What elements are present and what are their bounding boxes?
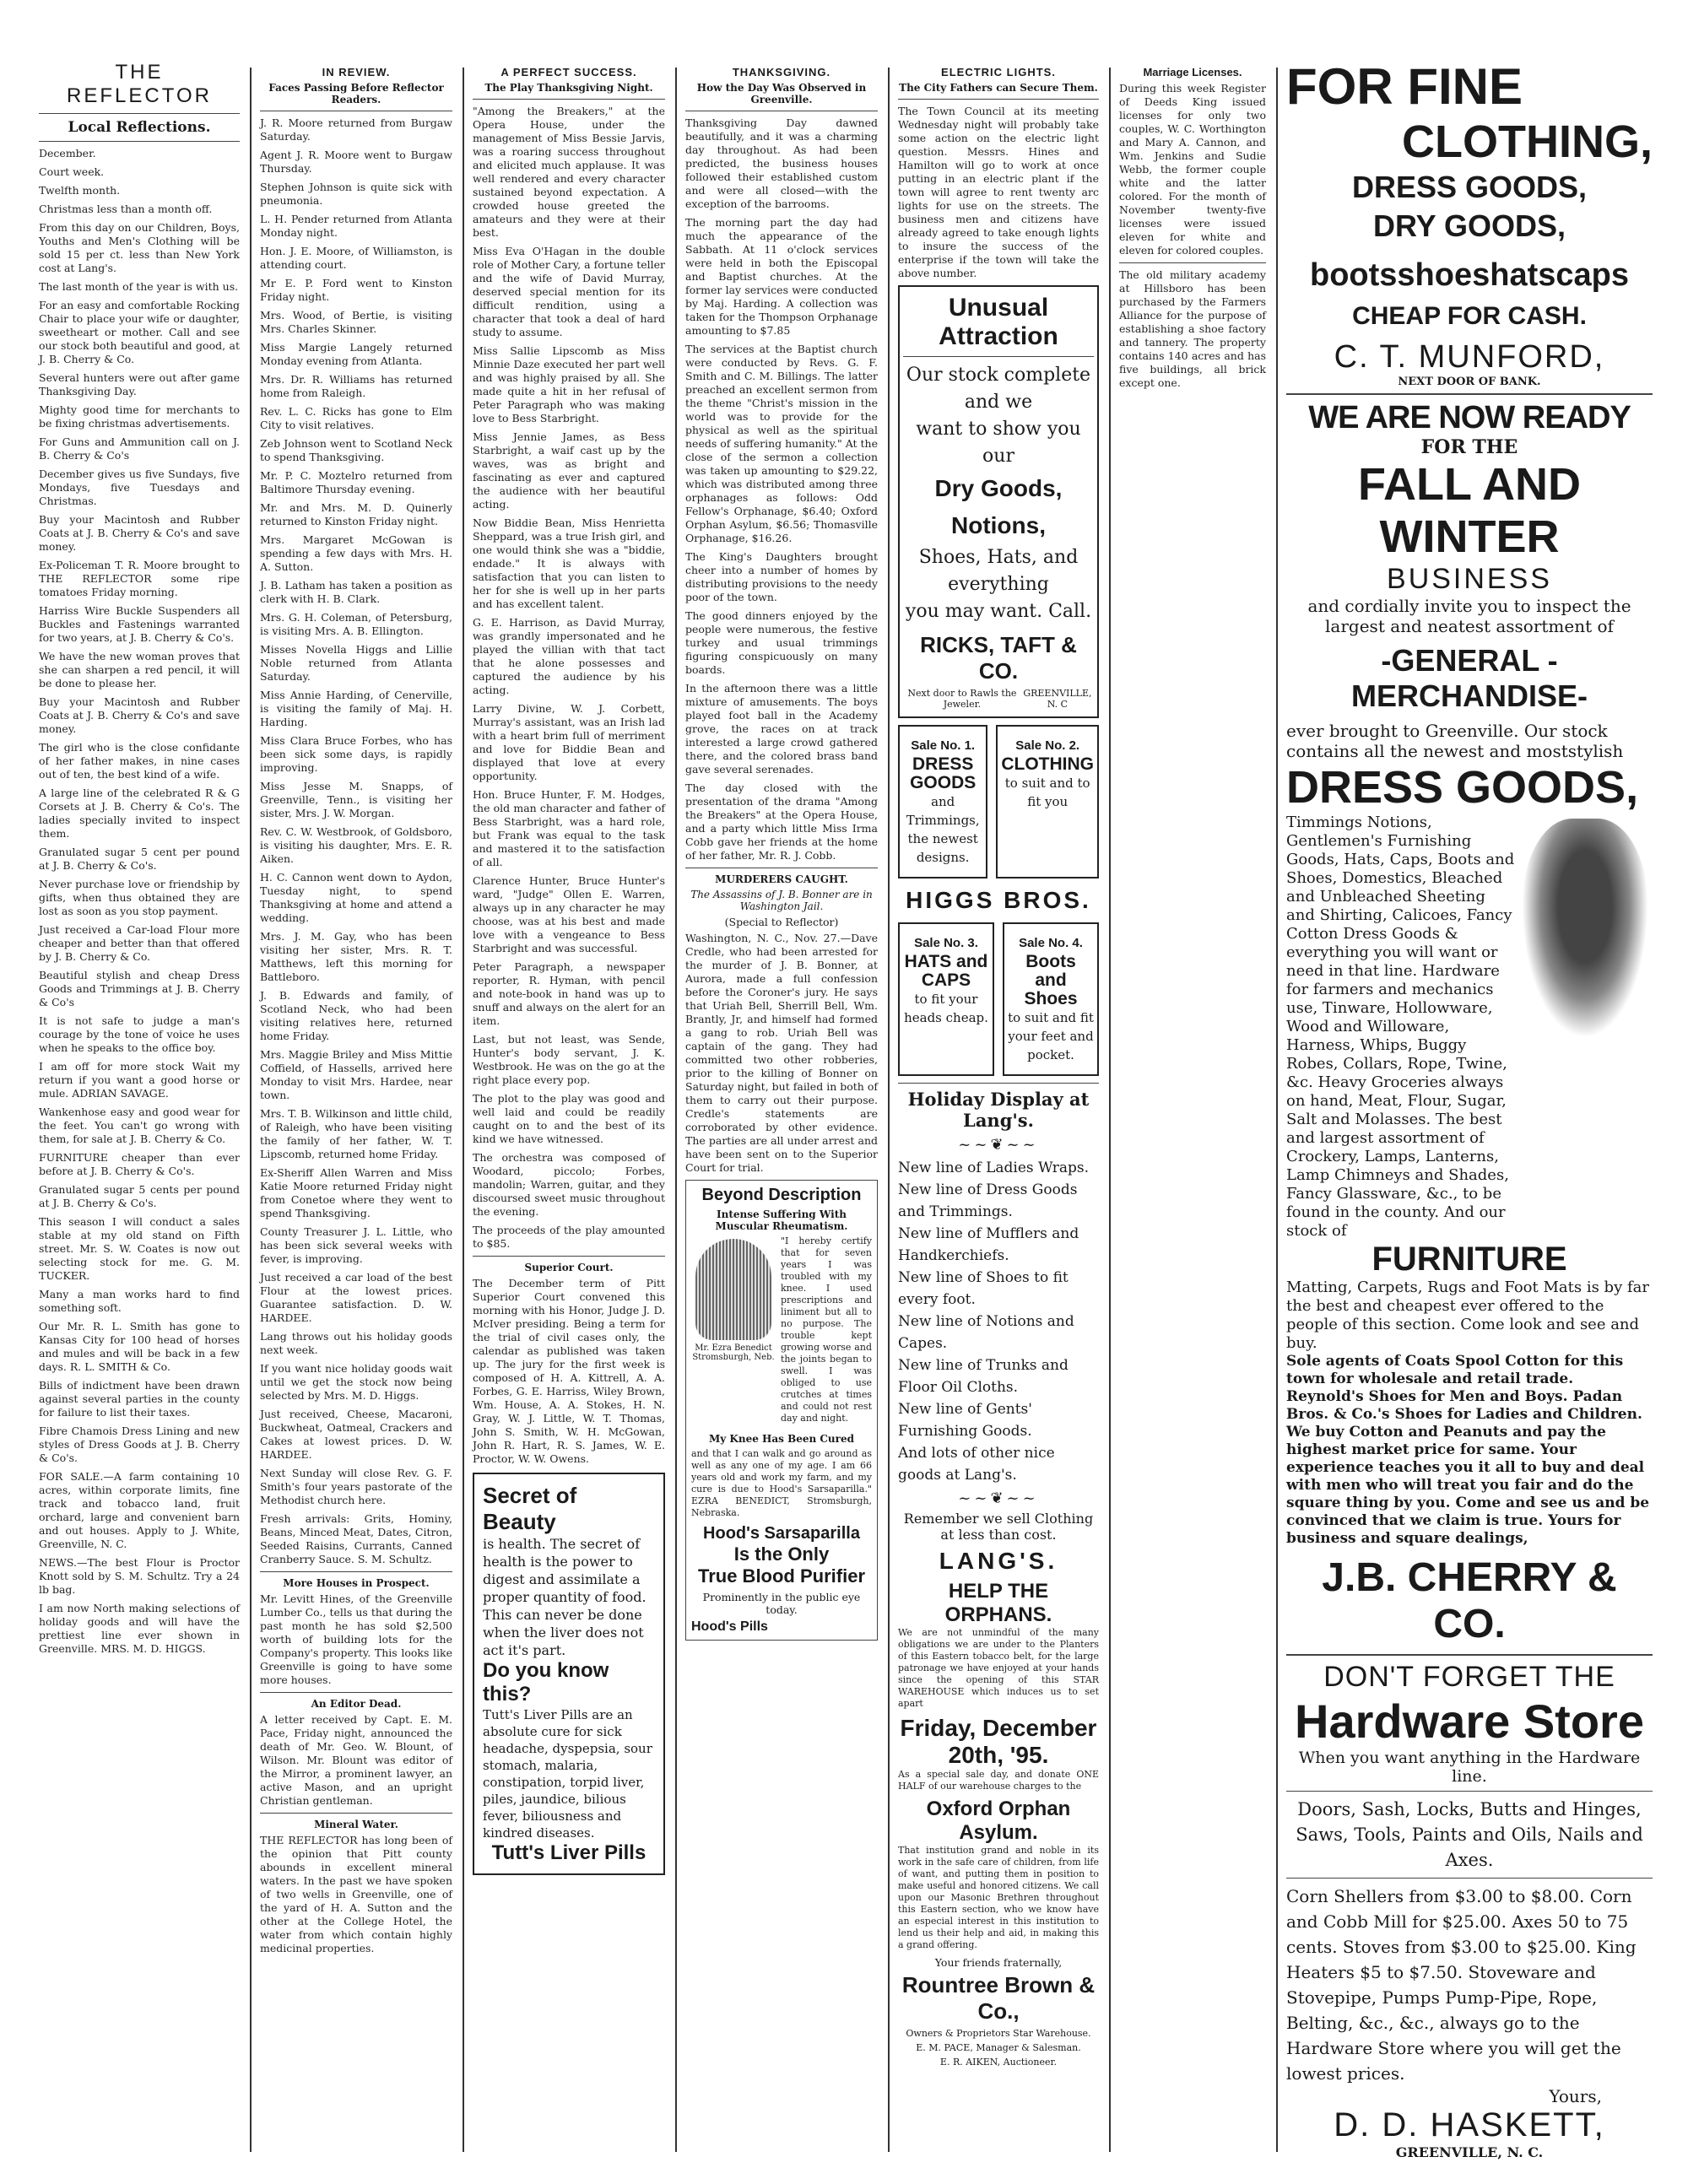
article-headline: More Houses in Prospect. (283, 1577, 430, 1589)
column-rule (675, 68, 677, 2152)
ad-firm: J.B. CHERRY & CO. (1322, 1555, 1617, 1646)
ad-firm: HIGGS BROS. (906, 887, 1091, 913)
ad-headline: DON'T FORGET THE (1323, 1661, 1615, 1693)
local-item: Mighty good time for merchants to be fixing christmas advertisements. (39, 403, 240, 430)
article-subheadline: The Assassins of J. B. Bonner are in Washington Jail. (690, 889, 873, 912)
local-item: Just received a Car-load Flour more cheaper and better than that offered by J. B. Cherry & Co. (39, 923, 240, 963)
local-item: NEWS.—The best Flour is Proctor Knott sold by S. M. Schultz. Try a 24 lb bag. (39, 1556, 240, 1596)
masthead: THE REFLECTOR (67, 61, 212, 107)
ad-title: Beyond Description (701, 1186, 862, 1204)
sale-number: Sale No. 3. (914, 936, 978, 950)
ad-line: bootsshoeshatscaps (1310, 257, 1629, 293)
article-paragraph: Hon. Bruce Hunter, F. M. Hodges, the old man character and father of Bess Starbright, was a hard role, but Frank was equal to the task and mastered it to the satisfaction of all. (473, 788, 665, 868)
tutts-pills-ad (473, 1473, 665, 1875)
local-item: Beautiful stylish and cheap Dress Goods and Trimmings at J. B. Cherry & Co's (39, 969, 240, 1008)
article-paragraph: The good dinners enjoyed by the people were numerous, the festive turkey and usual trimmings figuring conspicuously on many boards. (685, 609, 878, 676)
divider (898, 99, 1099, 100)
article-paragraphs (473, 105, 665, 1251)
ad-city: GREENVILLE, N. C (1023, 688, 1092, 710)
article-paragraph: Peter Paragraph, a newspaper reporter, R. Hyman, with pencil and note-book in hand was up to snuff and always on the alert for an item. (473, 960, 665, 1027)
divider (1286, 1654, 1653, 1656)
article-paragraph: Clarence Hunter, Bruce Hunter's ward, "Judge" Ollen E. Warren, always up in any character he may choose, was at his best and made love with a vengeance to Bess Starbright and was successful. (473, 874, 665, 954)
review-item: Miss Margie Langely returned Monday evening from Atlanta. (260, 341, 452, 367)
review-item: Fresh arrivals: Grits, Hominy, Beans, Minced Meat, Dates, Citron, Seeded Raisins, Currants, Canned Cranberry Sauce. S. M. Schultz. (260, 1512, 452, 1565)
column-rule (1276, 68, 1278, 2152)
ad-headline: DRESS GOODS, (1286, 762, 1639, 813)
ad-line: DRY GOODS, (1372, 208, 1566, 243)
column-headline: ELECTRIC LIGHTS. (941, 66, 1056, 78)
portrait-illustration (695, 1239, 771, 1340)
ad-firm: Rountree Brown & Co., (901, 1972, 1096, 2024)
munford-ad (1286, 61, 1653, 388)
ad-headline: FALL AND WINTER (1358, 459, 1581, 562)
column-advertisements (1281, 61, 1658, 2160)
ad-line: New line of Gents' Furnishing Goods. (898, 1401, 1032, 1440)
local-item: Twelfth month. (39, 184, 121, 197)
ad-signoff: Your friends fraternally, (934, 1956, 1063, 1969)
divider (1286, 393, 1653, 395)
column-subheadline: The Play Thanksgiving Night. (484, 82, 653, 94)
sale-number: Sale No. 1. (911, 738, 976, 753)
sale-box (996, 725, 1099, 878)
ad-line: you may want. Call. (905, 601, 1092, 622)
ad-headline: FURNITURE (1372, 1241, 1567, 1278)
column-subheadline: Faces Passing Before Reflector Readers. (268, 82, 444, 105)
review-item: Stephen Johnson is quite sick with pneumonia. (260, 181, 452, 207)
review-item: Agent J. R. Moore went to Burgaw Thursday. (260, 149, 452, 175)
review-item: County Treasurer J. L. Little, who has been sick several weeks with fever, is improving. (260, 1225, 452, 1265)
ad-address: NEXT DOOR OF BANK. (1398, 376, 1541, 388)
article-headline: Superior Court. (524, 1262, 614, 1273)
dateline: (Special to Reflector) (724, 916, 839, 928)
article-paragraph: "Among the Breakers," at the Opera House, under the management of Miss Bessie Jarvis, was a roaring success throughout and elicited much applause. It was well rendered and every character sustained beyond expectation. A crowded house greeted the amateurs and they were at their best. (473, 105, 665, 239)
ad-line: Our stock complete and we (906, 365, 1091, 413)
column-rule (888, 68, 890, 2152)
column-electric-lights (893, 61, 1104, 2160)
ad-line: New line of Mufflers and Handkerchiefs. (898, 1225, 1079, 1264)
local-item: FOR SALE.—A farm containing 10 acres, within corporate limits, fine track and tobacco land, fruit orchard, large and convenient barn and out houses. Apply to J. White, Greenville, N. C. (39, 1470, 240, 1550)
ad-body: Corn Shellers from $3.00 to $8.00. Corn and Cobb Mill for $25.00. Axes 50 to 75 cents. Stoves from $3.00 to $25.00. King Heaters $5 to $7.50. Stoveware and Stovepipe, Pumps Pump-Pipe, Rope, Belting, &c., &c., always go to the Hardware Store where you will get the lowest prices. (1286, 1886, 1637, 2084)
ad-headline: WE ARE NOW READY (1308, 400, 1631, 435)
column-headline: Marriage Licenses. (1143, 66, 1242, 78)
review-item: Rev. C. W. Westbrook, of Goldsboro, is visiting his daughter, Mrs. E. R. Aiken. (260, 825, 452, 865)
portrait-caption: Mr. Ezra Benedict Stromsburgh, Neb. (692, 1343, 775, 1362)
local-item: Court week. (39, 165, 105, 178)
ad-line: CHEAP FOR CASH. (1352, 302, 1587, 330)
ad-firm: D. D. HASKETT, (1334, 2106, 1605, 2143)
ad-title: HELP THE ORPHANS. (944, 1580, 1052, 1626)
ad-line: BUSINESS (1387, 563, 1552, 595)
sale-desc: to suit and fit your feet and pocket. (1008, 1010, 1094, 1062)
column-rule (250, 68, 252, 2152)
sale-item: Boots and Shoes (1024, 952, 1078, 1008)
sale-item: CLOTHING (1001, 754, 1094, 774)
article-paragraph: Miss Sallie Lipscomb as Miss Minnie Daze executed her part well and was highly praised by all. She made quite a hit in her refusal of Peter Paragraph who was making love to Bess Starbright. (473, 344, 665, 424)
sale-item: DRESS GOODS (910, 754, 977, 792)
ad-line: Shoes, Hats, and everything (918, 547, 1079, 595)
local-item: Fibre Chamois Dress Lining and new styles of Dress Goods at J. B. Cherry & Co's. (39, 1424, 240, 1464)
article-paragraph: The day closed with the presentation of the drama "Among the Breakers" at the Opera House, and a party which little Miss Irma Cobb gave her friends at the home of her father, Mr. R. J. Cobb. (685, 781, 878, 862)
column-headline: A PERFECT SUCCESS. (500, 66, 637, 78)
sale-box (1003, 922, 1099, 1076)
ad-asylum: Oxford Orphan Asylum. (926, 1797, 1071, 1844)
ad-title: Unusual Attraction (939, 294, 1058, 350)
article-paragraphs (685, 116, 878, 862)
column-rule (463, 68, 464, 2152)
article-headline: An Editor Dead. (311, 1698, 402, 1710)
local-item: From this day on our Children, Boys, Youths and Men's Clothing will be sold 15 per ct. less than New York cost at Lang's. (39, 221, 240, 274)
review-item: J. R. Moore returned from Burgaw Saturday. (260, 116, 452, 143)
ad-body: Tutt's Liver Pills are an absolute cure for sick headache, dyspepsia, sour stomach, malaria, constipation, torpid liver, piles, jaundice, bilious fever, biliousness and kindred diseases. (483, 1707, 652, 1841)
haskett-hardware-ad (1286, 1661, 1653, 2160)
local-items-list (39, 147, 240, 1656)
ad-headline: -GENERAL - MERCHANDISE- (1350, 643, 1588, 713)
ad-testimonial: "I hereby certify that for seven years I was troubled with my knee. I used prescriptions and liniment but all to no purpose. The trouble kept growing worse and the joints began to swell. I was obliged to use crutches at times and could not rest day and night. (781, 1235, 872, 1424)
article-paragraph: G. E. Harrison, as David Murray, was grandly impersonated and he played the villian with that tact that he alone possesses and captured the audience by his acting. (473, 616, 665, 696)
ad-body: We are not unmindful of the many obligations we are under to the Planters of this Eastern tobacco belt, for the large patronage we have enjoyed at your hands since the opening of this STAR WAREHOUSE which induces us to set apart (898, 1627, 1099, 1709)
review-item: Mr E. P. Ford went to Kinston Friday night. (260, 277, 452, 303)
ad-footer: Hood's Pills (691, 1619, 768, 1634)
ad-line: FOR THE (1420, 436, 1518, 458)
ad-headline: CLOTHING, (1402, 116, 1653, 167)
ad-signoff: Yours, (1549, 2086, 1602, 2106)
ad-sub: Owners & Proprietors Star Warehouse. (906, 2028, 1091, 2039)
ad-body: That institution grand and noble in its work in the safe care of children, from life of want, and putting them in position to make useful and honored citizens. We call upon our Masonic Brethren throughout this Eastern section, who we know have an especial interest in this institution to lend us their help and aid, in making this a grand offering. (898, 1845, 1099, 1950)
review-item: L. H. Pender returned from Atlanta Monday night. (260, 213, 452, 239)
column-local-reflections (34, 61, 245, 2160)
review-item: Just received a car load of the best Flour at the lowest prices. Guarantee satisfaction. D. W. HARDEE. (260, 1271, 452, 1324)
local-item: Buy your Macintosh and Rubber Coats at J. B. Cherry & Co's and save money. (39, 695, 240, 735)
ad-testimonial: and that I can walk and go around as well as any one of my age. I am 66 years old and work my farm, and my cure is due to Hood's Sarsaparilla." EZRA BENEDICT, Stromsburgh, Nebraska. (691, 1448, 872, 1518)
local-item: December gives us five Sundays, five Mondays, five Tuesdays and Christmas. (39, 468, 240, 507)
review-item: Lang throws out his holiday goods next week. (260, 1330, 452, 1356)
local-item: Buy your Macintosh and Rubber Coats at J. B. Cherry & Co's and save money. (39, 513, 240, 553)
ad-line: Dry Goods, Notions, (934, 475, 1063, 538)
local-item: It is not safe to judge a man's courage by the tone of voice he uses when he speaks to the office boy. (39, 1014, 240, 1054)
article-paragraph: The morning part the day had much the appearance of the Sabbath. At 11 o'clock services were held in both the Episcopal and Baptist churches. At the former lay services were conducted by Maj. Harding. A collection was taken for the Thompson Orphanage amounting to $7.85 (685, 216, 878, 337)
article-paragraph: The services at the Baptist church were conducted by Revs. G. F. Smith and C. M. Billings. The latter preached an excellent sermon from the theme "Christ's mission in the world was to provide for the physical as well as the spiritual needs of suffering humanity." At the close of the sermon a collection was taken up amounting to $29.22, which was distributed among three orphanages as follows: Odd Fellow's Orphanage, $6.40; Oxford Orphan Asylum, $6.56; Thomasville Orphanage, $16.26. (685, 343, 878, 544)
review-item: Rev. L. C. Ricks has gone to Elm City to visit relatives. (260, 405, 452, 431)
review-item: Miss Jesse M. Snapps, of Greenville, Tenn., is visiting her sister, Mrs. J. W. Morgan. (260, 780, 452, 819)
divider (898, 1083, 1099, 1084)
ad-body: Doors, Sash, Locks, Butts and Hinges, Saws, Tools, Paints and Oils, Nails and Axes. (1296, 1799, 1643, 1870)
local-item: Harriss Wire Buckle Suspenders all Buckles and Fastenings warranted for two years, at J. B. Cherry & Co's. (39, 604, 240, 644)
ad-line: New line of Trunks and Floor Oil Cloths. (898, 1357, 1069, 1396)
review-item: J. B. Latham has taken a position as clerk with H. B. Clark. (260, 579, 452, 605)
ad-body: As a special sale day, and donate ONE HALF of our warehouse charges to the (898, 1769, 1099, 1792)
column-thanksgiving (680, 61, 883, 2160)
divider (473, 1256, 665, 1257)
sale-desc: to fit your heads cheap. (904, 992, 988, 1025)
ad-date: Friday, December 20th, '95. (900, 1715, 1097, 1768)
sale-box (898, 922, 994, 1076)
column-perfect-success (468, 61, 670, 2160)
local-item: Our Mr. R. L. Smith has gone to Kansas City for 100 head of horses and mules and will be back in a few days. R. L. SMITH & Co. (39, 1320, 240, 1373)
column-marriage-licenses (1114, 61, 1271, 2160)
article-paragraph: Miss Eva O'Hagan in the double role of Mother Cary, a fortune teller and the wife of David Murray, deserved special mention for its difficult rendition, using a character that took a deal of hard study to assume. (473, 245, 665, 338)
jb-cherry-ad (1286, 400, 1653, 1647)
local-item: The girl who is the close confidante of her father makes, in nine cases out of ten, the best kind of a wife. (39, 741, 240, 781)
review-item: J. B. Edwards and family, of Scotland Neck, who had been visiting relatives here, returned home Friday. (260, 989, 452, 1042)
ad-footer: Tutt's Liver Pills (491, 1841, 647, 1864)
ad-line: New line of Ladies Wraps. (898, 1160, 1090, 1176)
divider (1286, 1878, 1653, 1879)
divider (260, 1692, 452, 1693)
ad-title: Holiday Display at Lang's. (907, 1089, 1090, 1131)
article-paragraph: In the afternoon there was a little mixture of amusements. The boys played foot ball in the Academy grove, the races on at track interested a large crowd gathered there, and the colored brass band gave several serenades. (685, 682, 878, 776)
ad-line: New line of Shoes to fit every foot. (898, 1269, 1069, 1308)
ad-subtitle: My Knee Has Been Cured (708, 1433, 855, 1445)
review-item: Next Sunday will close Rev. G. F. Smith's four years pastorate of the Methodist church here. (260, 1467, 452, 1506)
column-headline: THANKSGIVING. (732, 66, 831, 78)
ad-firm: RICKS, TAFT & CO. (920, 632, 1077, 684)
article-paragraph: Miss Jennie James, as Bess Starbright, a waif cast up by the waves, was as bright and fascinating as ever and captured the audience with her beautiful acting. (473, 430, 665, 511)
local-item: For an easy and comfortable Rocking Chair to place your wife or daughter, sweetheart or mother. Call and see our stock both beautiful and good, at J. B. Cherry & Co. (39, 299, 240, 365)
ad-line: And lots of other nice goods at Lang's. (898, 1445, 1055, 1484)
sale-desc: and Trimmings, the newest designs. (906, 794, 980, 865)
ad-question: Do you know this? (483, 1659, 609, 1706)
article-paragraph: Larry Divine, W. J. Corbett, Murray's assistant, was an Irish lad with a heart brim full of merriment and love for Biddie Bean and displayed that love at every opportunity. (473, 702, 665, 782)
ad-line: DRESS GOODS, (1351, 170, 1588, 204)
article-body: Washington, N. C., Nov. 27.—Dave Credle, who had been arrested for the murder of J. B. Bonner, at Aurora, made a full confession before the Coroner's jury. He says that Uriah Bell, Sherrill Bell, Wm. Brantly, Jr, and himself had formed a gang to rob. Uriah Bell was captain of the gang. They had committed two other robberies, prior to the killing of Bonner on Saturday night, but failed in both of them to carry out their purpose. Credle's statements are corroborated by other evidence. The parties are all under arrest and have been sent on to the Superior Court for trial. (685, 932, 878, 1174)
article-paragraph: Last, but not least, was Sende, Hunter's body servant, J. K. Westbrook. He was on the go at the right place every pop. (473, 1033, 665, 1086)
local-item: FURNITURE cheaper than ever before at J. B. Cherry & Co's. (39, 1151, 240, 1177)
article-body: THE REFLECTOR has long been of the opinion that Pitt county abounds in excellent mineral waters. In the past we have spoken of two wells in Greenville, one of the yard of H. A. Sutton and the other at the College Hotel, the water from which contain highly medicinal properties. (260, 1834, 452, 1954)
article-headline: MURDERERS CAUGHT. (715, 873, 848, 885)
ornament-icon: ~~❦~~ (958, 1489, 1039, 1507)
local-item: Ex-Policeman T. R. Moore brought to THE REFLECTOR some ripe tomatoes Friday morning. (39, 559, 240, 598)
local-item: This season I will conduct a sales stable at my old stand on Fifth street. Mr. S. W. Coates is now out selecting stock for me. G. M. TUCKER. (39, 1215, 240, 1282)
review-item: Miss Annie Harding, of Cenerville, is visiting the family of Maj. H. Harding. (260, 689, 452, 728)
ad-firm: LANG'S. (939, 1548, 1058, 1574)
article-paragraph: Now Biddie Bean, Miss Henrietta Sheppard, was a true Irish girl, and one would think she was a "biddie, endade." It is always with satisfaction that you can listen to her for she is well up in her parts and has excellent talent. (473, 516, 665, 610)
divider (473, 99, 665, 100)
ad-line: want to show you our (916, 419, 1081, 467)
ad-lines (898, 1157, 1099, 1486)
sale-desc: to suit and to fit you (1004, 776, 1090, 809)
review-item: Misses Novella Higgs and Lillie Noble returned from Atlanta Saturday. (260, 643, 452, 683)
langs-holiday-ad (898, 1089, 1099, 1575)
article-body: The Town Council at its meeting Wednesday night will probably take some action on the electric light question. Messrs. Hines and Hamilton will go to work at once putting in an electric plant if the town will agree to rent twenty arc lights for use on the streets. The business men and citizens have already agreed to take enough lights to insure the success of the enterprise if the town will take the above number. (898, 105, 1099, 279)
local-item: December. (39, 147, 96, 159)
star-warehouse-ad (898, 1580, 1099, 2068)
divider (1119, 262, 1266, 263)
sale-box (898, 725, 987, 878)
ad-line: New line of Dress Goods and Trimmings. (898, 1181, 1078, 1220)
review-item: Mrs. Dr. R. Williams has returned home from Raleigh. (260, 373, 452, 399)
ad-headline: FOR FINE (1286, 61, 1523, 115)
ad-small: Prominently in the public eye today. (702, 1591, 861, 1616)
local-item: Wankenhose easy and good wear for the feet. You can't go wrong with them, for sale at J. B. Cherry & Co. (39, 1106, 240, 1145)
ad-city: GREENVILLE, N. C. (1395, 2144, 1544, 2160)
column-in-review (255, 61, 457, 2160)
review-item: Mrs. Margaret McGowan is spending a few days with Mrs. H. A. Sutton. (260, 533, 452, 573)
review-item: Zeb Johnson went to Scotland Neck to spend Thanksgiving. (260, 437, 452, 463)
ad-name: E. M. PACE, Manager & Salesman. (916, 2042, 1081, 2053)
ad-address: Next door to Rawls the Jeweler. (907, 688, 1017, 710)
review-item: H. C. Cannon went down to Aydon, Tuesday night, to spend Thanksgiving at home and attend a wedding. (260, 871, 452, 924)
ad-firm: C. T. MUNFORD, (1334, 339, 1605, 375)
review-item: Mrs. J. M. Gay, who has been visiting her sister, Mrs. R. T. Matthews, left this morning for Battleboro. (260, 930, 452, 983)
review-item: Mrs. Wood, of Bertie, is visiting Mrs. Charles Skinner. (260, 309, 452, 335)
ad-slogan: Is the Only (733, 1543, 830, 1565)
local-item: Bills of indictment have been drawn against several parties in the county for failure to list their taxes. (39, 1379, 240, 1419)
divider (1286, 1791, 1653, 1792)
ad-body: and cordially invite you to inspect the largest and neatest assortment of (1307, 596, 1631, 636)
hoods-sarsaparilla-ad (685, 1180, 878, 1641)
local-item: For Guns and Ammunition call on J. B. Cherry & Co's (39, 435, 240, 462)
divider (39, 141, 240, 142)
ad-title: Secret of Beauty (483, 1483, 577, 1534)
ad-subtitle: Intense Suffering With Muscular Rheumatism. (715, 1208, 848, 1232)
local-item: Granulated sugar 5 cent per pound at J. B. Cherry & Co's. (39, 846, 240, 872)
ad-slogan: True Blood Purifier (697, 1565, 866, 1587)
ad-body: Timmings Notions, Gentlemen's Furnishing Goods, Hats, Caps, Boots and Shoes, Domestics, Bleached and Unbleached Sheeting and Shirting, Calicoes, Fancy Cotton Dress Goods & everything you will want or need in that line. Hardware for farmers and mechanics use, Tinware, Hollowware, Wood and Willoware, Harness, Whips, Buggy Robes, Collars, Rope, Twine, &c. Heavy Groceries always on hand, Meat, Flour, Sugar, Salt and Molasses. The best and largest assortment of Crockery, Lamps, Lanterns, Lamp Chimneys and Shades, Fancy Glassware, &c., to be found in the county. And our stock of (1286, 814, 1515, 1240)
higgs-bros-ad (898, 725, 1099, 1076)
review-item: Mrs. T. B. Wilkinson and little child, of Raleigh, who have been visiting the family of her father, W. T. Lipscomb, returned home Friday. (260, 1107, 452, 1160)
sale-number: Sale No. 2. (1015, 738, 1080, 753)
article-paragraph: Thanksgiving Day dawned beautifully, and it was a charming day throughout. As had been predicted, the business houses followed their established custom and were all closed—with the exception of the barrooms. (685, 116, 878, 210)
local-item: The last month of the year is with us. (39, 280, 239, 293)
corset-illustration (1522, 819, 1648, 1038)
review-item: Mrs. G. H. Coleman, of Petersburg, is visiting Mrs. A. B. Ellington. (260, 611, 452, 637)
ad-body: ever brought to Greenville. Our stock contains all the newest and moststylish (1286, 721, 1624, 761)
article-paragraph: The plot to the play was good and well laid and could be readily caught on to and the best of its kind we have witnessed. (473, 1092, 665, 1145)
article-paragraph: The orchestra was composed of Woodard, piccolo; Forbes, mandolin; Warren, guitar, and they discoursed sweet music throughout the evening. (473, 1151, 665, 1218)
article-body: The old military academy at Hillsboro has been purchased by the Farmers Alliance for the purpose of establishing a shoe factory and tannery. The property contains 140 acres and has five buildings, all brick except one. (1119, 268, 1266, 389)
local-item: I am off for more stock Wait my return if you want a good horse or mule. ADRIAN SAVAGE. (39, 1060, 240, 1100)
ricks-taft-ad (898, 285, 1099, 718)
column-subheadline: How the Day Was Observed in Greenville. (696, 82, 867, 105)
column-headline: IN REVIEW. (322, 66, 391, 78)
review-item: Ex-Sheriff Allen Warren and Miss Katie Moore returned Friday night from Conetoe where they went to spend Thanksgiving. (260, 1166, 452, 1219)
ad-line: New line of Notions and Capes. (898, 1313, 1074, 1352)
local-item: Christmas less than a month off. (39, 203, 213, 215)
article-paragraph: The King's Daughters brought cheer into a number of homes by distributing provisions to the needy poor of the town. (685, 550, 878, 603)
ornament-icon: ~~❦~~ (958, 1136, 1039, 1154)
ad-remember: Remember we sell Clothing at less than cost. (903, 1511, 1094, 1543)
ad-body: Sole agents of Coats Spool Cotton for this town for wholesale and retail trade. Reynold's Shoes for Men and Boys. Padan Bros. & Co.'s Shoes for Ladies and Children. We buy Cotton and Peanuts and pay the highest market price for same. Your experience teaches you it all to buy and deal with men who will treat you fair and do the square thing by you. Come and see us and be convinced that we claim is true. Yours for business and square dealings, (1286, 1353, 1650, 1547)
ad-headline: Hardware Store (1295, 1695, 1644, 1748)
ad-brand: Hood's Sarsaparilla (703, 1524, 860, 1543)
sale-item: HATS and CAPS (904, 952, 988, 990)
article-body: Mr. Levitt Hines, of the Greenville Lumber Co., tells us that during the past month he has sold $2,500 worth of building lots for the Company's property. This looks like Greenville is going to have some more houses. (260, 1592, 452, 1686)
column-rule (1109, 68, 1111, 2152)
divider (260, 1571, 452, 1572)
review-item: Just received, Cheese, Macaroni, Buckwheat, Oatmeal, Crackers and Cakes at lowest prices. D. W. HARDEE. (260, 1408, 452, 1461)
local-item: Many a man works hard to find something soft. (39, 1288, 240, 1314)
ad-line: When you want anything in the Hardware line. (1298, 1749, 1641, 1786)
review-item: If you want nice holiday goods wait until we get the stock now being selected by Mrs. M. D. Higgs. (260, 1362, 452, 1402)
article-body: The December term of Pitt Superior Court convened this morning with his Honor, Judge J. D. McIver presiding. Being a term for the trial of civil cases only, the calendar as published was taken up. The jury for the first week is composed of H. A. Kittrell, A. A. Forbes, G. E. Harriss, Wiley Brown, Wm. House, A. A. Stokes, H. N. Gray, W. J. Little, W. T. Thomas, John S. Smith, W. H. McGowan, John R. Hart, R. S. James, W. E. Proctor, W. W. Owens. (473, 1277, 665, 1465)
sale-number: Sale No. 4. (1019, 936, 1083, 950)
review-item: Miss Clara Bruce Forbes, who has been sick some days, is rapidly improving. (260, 734, 452, 774)
article-body: A letter received by Capt. E. M. Pace, Friday night, announced the death of Mr. Geo. W. Blount, of Wilson. Mr. Blount was editor of the Mirror, a prominent lawyer, an active Mason, and an upright Christian gentleman. (260, 1713, 452, 1807)
divider (260, 1813, 452, 1814)
local-item: Granulated sugar 5 cents per pound at J. B. Cherry & Co's. (39, 1183, 240, 1209)
article-body: During this week Register of Deeds King issued licenses for only two couples, W. C. Worthington and Mary A. Cannon, and Wm. Jenkins and Sudie Webb, the former couple white and the latter colored. For the month of November twenty-five licenses were issued eleven for white and eleven for colored couples. (1119, 82, 1266, 257)
ad-body: is health. The secret of health is the power to digest and assimilate a proper quantity of food. This can never be done when the liver does not act it's part. (483, 1536, 647, 1658)
local-item: Several hunters were out after game Thanksgiving Day. (39, 371, 240, 397)
ad-body: Matting, Carpets, Rugs and Foot Mats is by far the best and cheapest ever offered to the people of this section. Come look and see and buy. (1286, 1279, 1649, 1352)
newspaper-page (34, 51, 1658, 2160)
review-item: Hon. J. E. Moore, of Williamston, is attending court. (260, 245, 452, 271)
local-item: We have the new woman proves that she can sharpen a red pencil, it will be done to please her. (39, 650, 240, 689)
local-item: A large line of the celebrated R & G Corsets at J. B. Cherry & Co's. The ladies specially invited to inspect them. (39, 787, 240, 840)
article-headline: Mineral Water. (314, 1819, 398, 1830)
review-items-list (260, 116, 452, 1566)
ad-name: E. R. AIKEN, Auctioneer. (939, 2057, 1058, 2068)
review-item: Mrs. Maggie Briley and Miss Mittie Coffield, of Hassells, arrived here Monday to visit Mrs. Hardee, near town. (260, 1048, 452, 1101)
divider (39, 113, 240, 114)
divider (903, 356, 1094, 357)
review-item: Mr. and Mrs. M. D. Quinerly returned to Kinston Friday night. (260, 501, 452, 527)
article-paragraph: The proceeds of the play amounted to $85. (473, 1224, 665, 1250)
section-title: Local Reflections. (68, 119, 211, 136)
local-item: I am now North making selections of holiday goods and will have the prettiest line ever shown in Greenville. MRS. M. D. HIGGS. (39, 1602, 240, 1655)
local-item: Never purchase love or friendship by gifts, when thus obtained they are lost as soon as you stop payment. (39, 878, 240, 917)
review-item: Mr. P. C. Moztelro returned from Baltimore Thursday evening. (260, 469, 452, 495)
column-subheadline: The City Fathers can Secure Them. (899, 82, 1098, 94)
